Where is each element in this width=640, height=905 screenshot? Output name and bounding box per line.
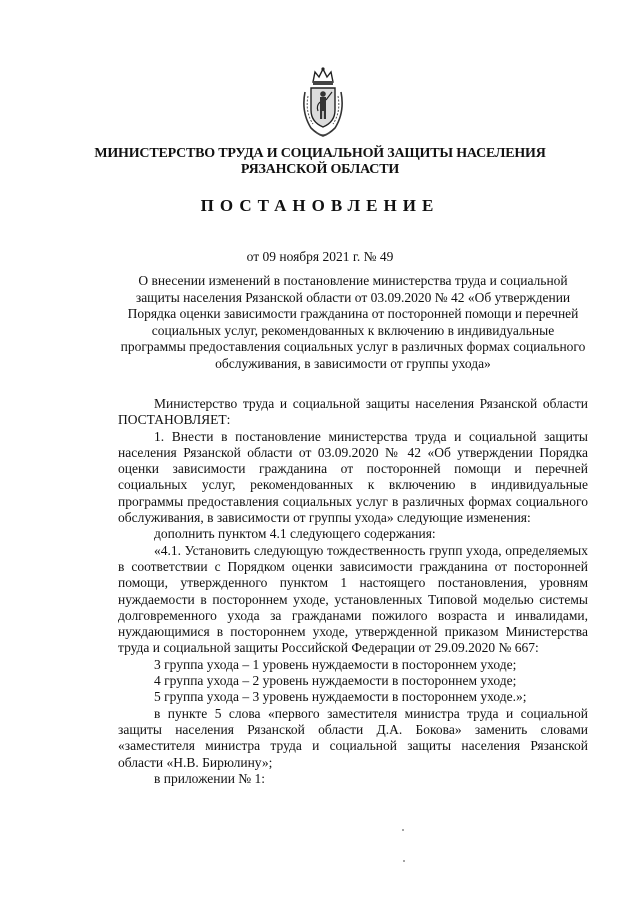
body-paragraph-3: дополнить пунктом 4.1 следующего содержания: bbox=[154, 526, 436, 542]
body-paragraph-9: в приложении № 1: bbox=[154, 770, 266, 786]
body-paragraph-8: в пункте 5 слова «первого заместителя министра труда и социальной защиты населения Рязанской области Д.А. Бокова» заменить словами «заместителя министра труда и социальной защиты населения Рязанской области «Н.В. Бирюлину»; bbox=[118, 705, 588, 770]
body-paragraph-7: 5 группа ухода – 3 уровень нуждаемости в постороннем уходе.»; bbox=[154, 689, 527, 705]
scan-speck bbox=[402, 829, 404, 831]
document-subject: О внесении изменений в постановление министерства труда и социальной защиты населения Рязанской области от 03.09.2020 № 42 «Об утверждении Порядка оценки зависимости гражданина от посторонней помощи и перечней социальных услуг, рекомендованных к включению в индивидуальные программы предоставления социальных услуг в различных формах социального обслуживания, в зависимости от группы ухода» bbox=[120, 273, 586, 371]
body-paragraph-4: «4.1. Установить следующую тождественность групп ухода, определяемых в соответствии с Порядком оценки зависимости гражданина от посторонней помощи, утвержденного пунктом 1 настоящего постановления, уровням нуждаемости в постороннем уходе, установленных Типовой моделью системы долговременного ухода за гражданами пожилого возраста и инвалидами, нуждающимися в постороннем уходе, утвержденной приказом Министерства труда и социальной защиты Российской Федерации от 29.09.2020 № 667: bbox=[118, 542, 588, 656]
ministry-name-line2: РЯЗАНСКОЙ ОБЛАСТИ bbox=[240, 162, 400, 177]
document-date-number: от 09 ноября 2021 г. № 49 bbox=[246, 249, 394, 264]
scan-speck bbox=[403, 860, 405, 862]
body-paragraph-5: 3 группа ухода – 1 уровень нуждаемости в постороннем уходе; bbox=[154, 656, 517, 672]
body-paragraph-6: 4 группа ухода – 2 уровень нуждаемости в постороннем уходе; bbox=[154, 673, 517, 689]
coat-of-arms-icon bbox=[299, 66, 347, 140]
body-paragraph-2: 1. Внести в постановление министерства труда и социальной защиты населения Рязанской области от 03.09.2020 № 42 «Об утверждении Порядка оценки зависимости гражданина от посторонней помощи и перечней социальных услуг, рекомендованных к включению в индивидуальные программы предоставления социальных услуг в различных формах социального обслуживания, в зависимости от группы ухода» следующие изменения: bbox=[118, 428, 588, 526]
body-paragraph-1: Министерство труда и социальной защиты населения Рязанской области ПОСТАНОВЛЯЕТ: bbox=[118, 396, 588, 428]
ministry-name-line1: МИНИСТЕРСТВО ТРУДА И СОЦИАЛЬНОЙ ЗАЩИТЫ НАСЕЛЕНИЯ bbox=[94, 146, 546, 161]
document-body bbox=[118, 396, 588, 787]
document-type-title: ПОСТАНОВЛЕНИЕ bbox=[200, 196, 440, 215]
ministry-name bbox=[0, 146, 640, 178]
